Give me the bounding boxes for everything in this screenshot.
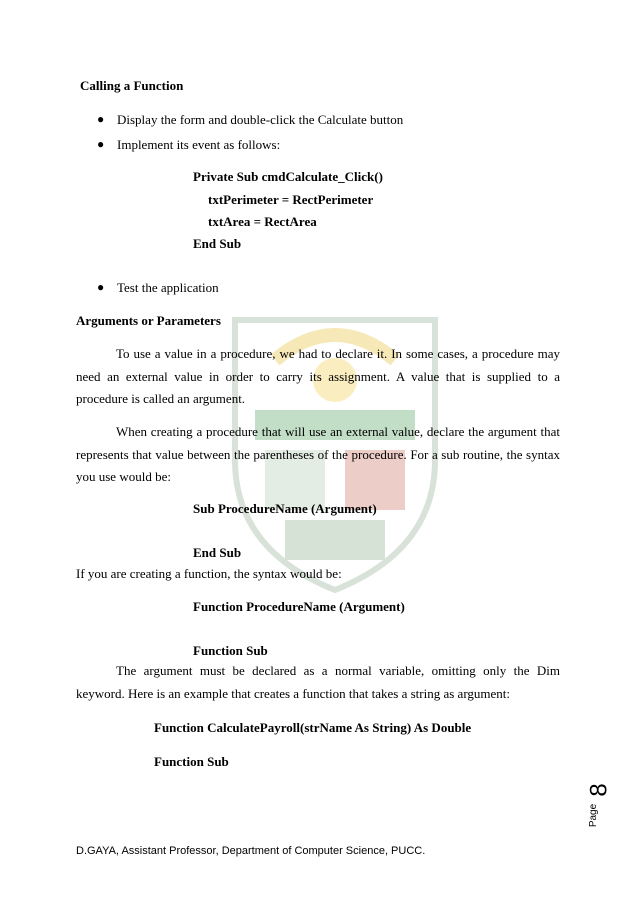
code-line: txtPerimeter = RectPerimeter [208, 192, 374, 207]
bullet-item: Implement its event as follows: [117, 137, 281, 152]
paragraph-argument-declaration: The argument must be declared as a normal variable, omitting only the Dim keyword. Here is an example that creates a function that takes a string as argument: [76, 663, 560, 701]
paragraph-creating-procedure: When creating a procedure that will use an external value, declare the argument that represents that value between the parentheses of the procedure. For a sub routine, the syntax you use would be: [76, 424, 560, 484]
code-line: txtArea = RectArea [208, 214, 317, 229]
bullet-item: Test the application [117, 280, 219, 295]
paragraph-argument-definition: To use a value in a procedure, we had to declare it. In some cases, a procedure may need an external value in order to carry its assignment. A value that is supplied to a procedure is called an argument. [76, 346, 560, 406]
code-line: Sub ProcedureName (Argument) [193, 501, 377, 516]
bullet-icon: ● [97, 280, 105, 294]
code-line: End Sub [193, 545, 242, 560]
code-line: Function CalculatePayroll(strName As String) As Double [154, 720, 472, 735]
bullet-item: Display the form and double-click the Calculate button [117, 112, 404, 127]
page-number: 8 [585, 783, 613, 797]
page-label: Page [588, 803, 600, 828]
bullet-icon: ● [97, 137, 105, 151]
code-line: Function ProcedureName (Argument) [193, 599, 405, 614]
code-line: Function Sub [154, 754, 229, 769]
code-line: End Sub [193, 236, 242, 251]
code-line: Private Sub cmdCalculate_Click() [193, 169, 383, 184]
code-line: Function Sub [193, 643, 268, 658]
text-line-function-syntax: If you are creating a function, the syntax would be: [76, 566, 342, 581]
section-heading-arguments: Arguments or Parameters [76, 313, 221, 328]
page-number-marker [585, 778, 614, 838]
section-heading-calling-function: Calling a Function [80, 78, 184, 93]
page-footer: D.GAYA, Assistant Professor, Department of Computer Science, PUCC. [76, 845, 426, 857]
bullet-icon: ● [97, 112, 105, 126]
